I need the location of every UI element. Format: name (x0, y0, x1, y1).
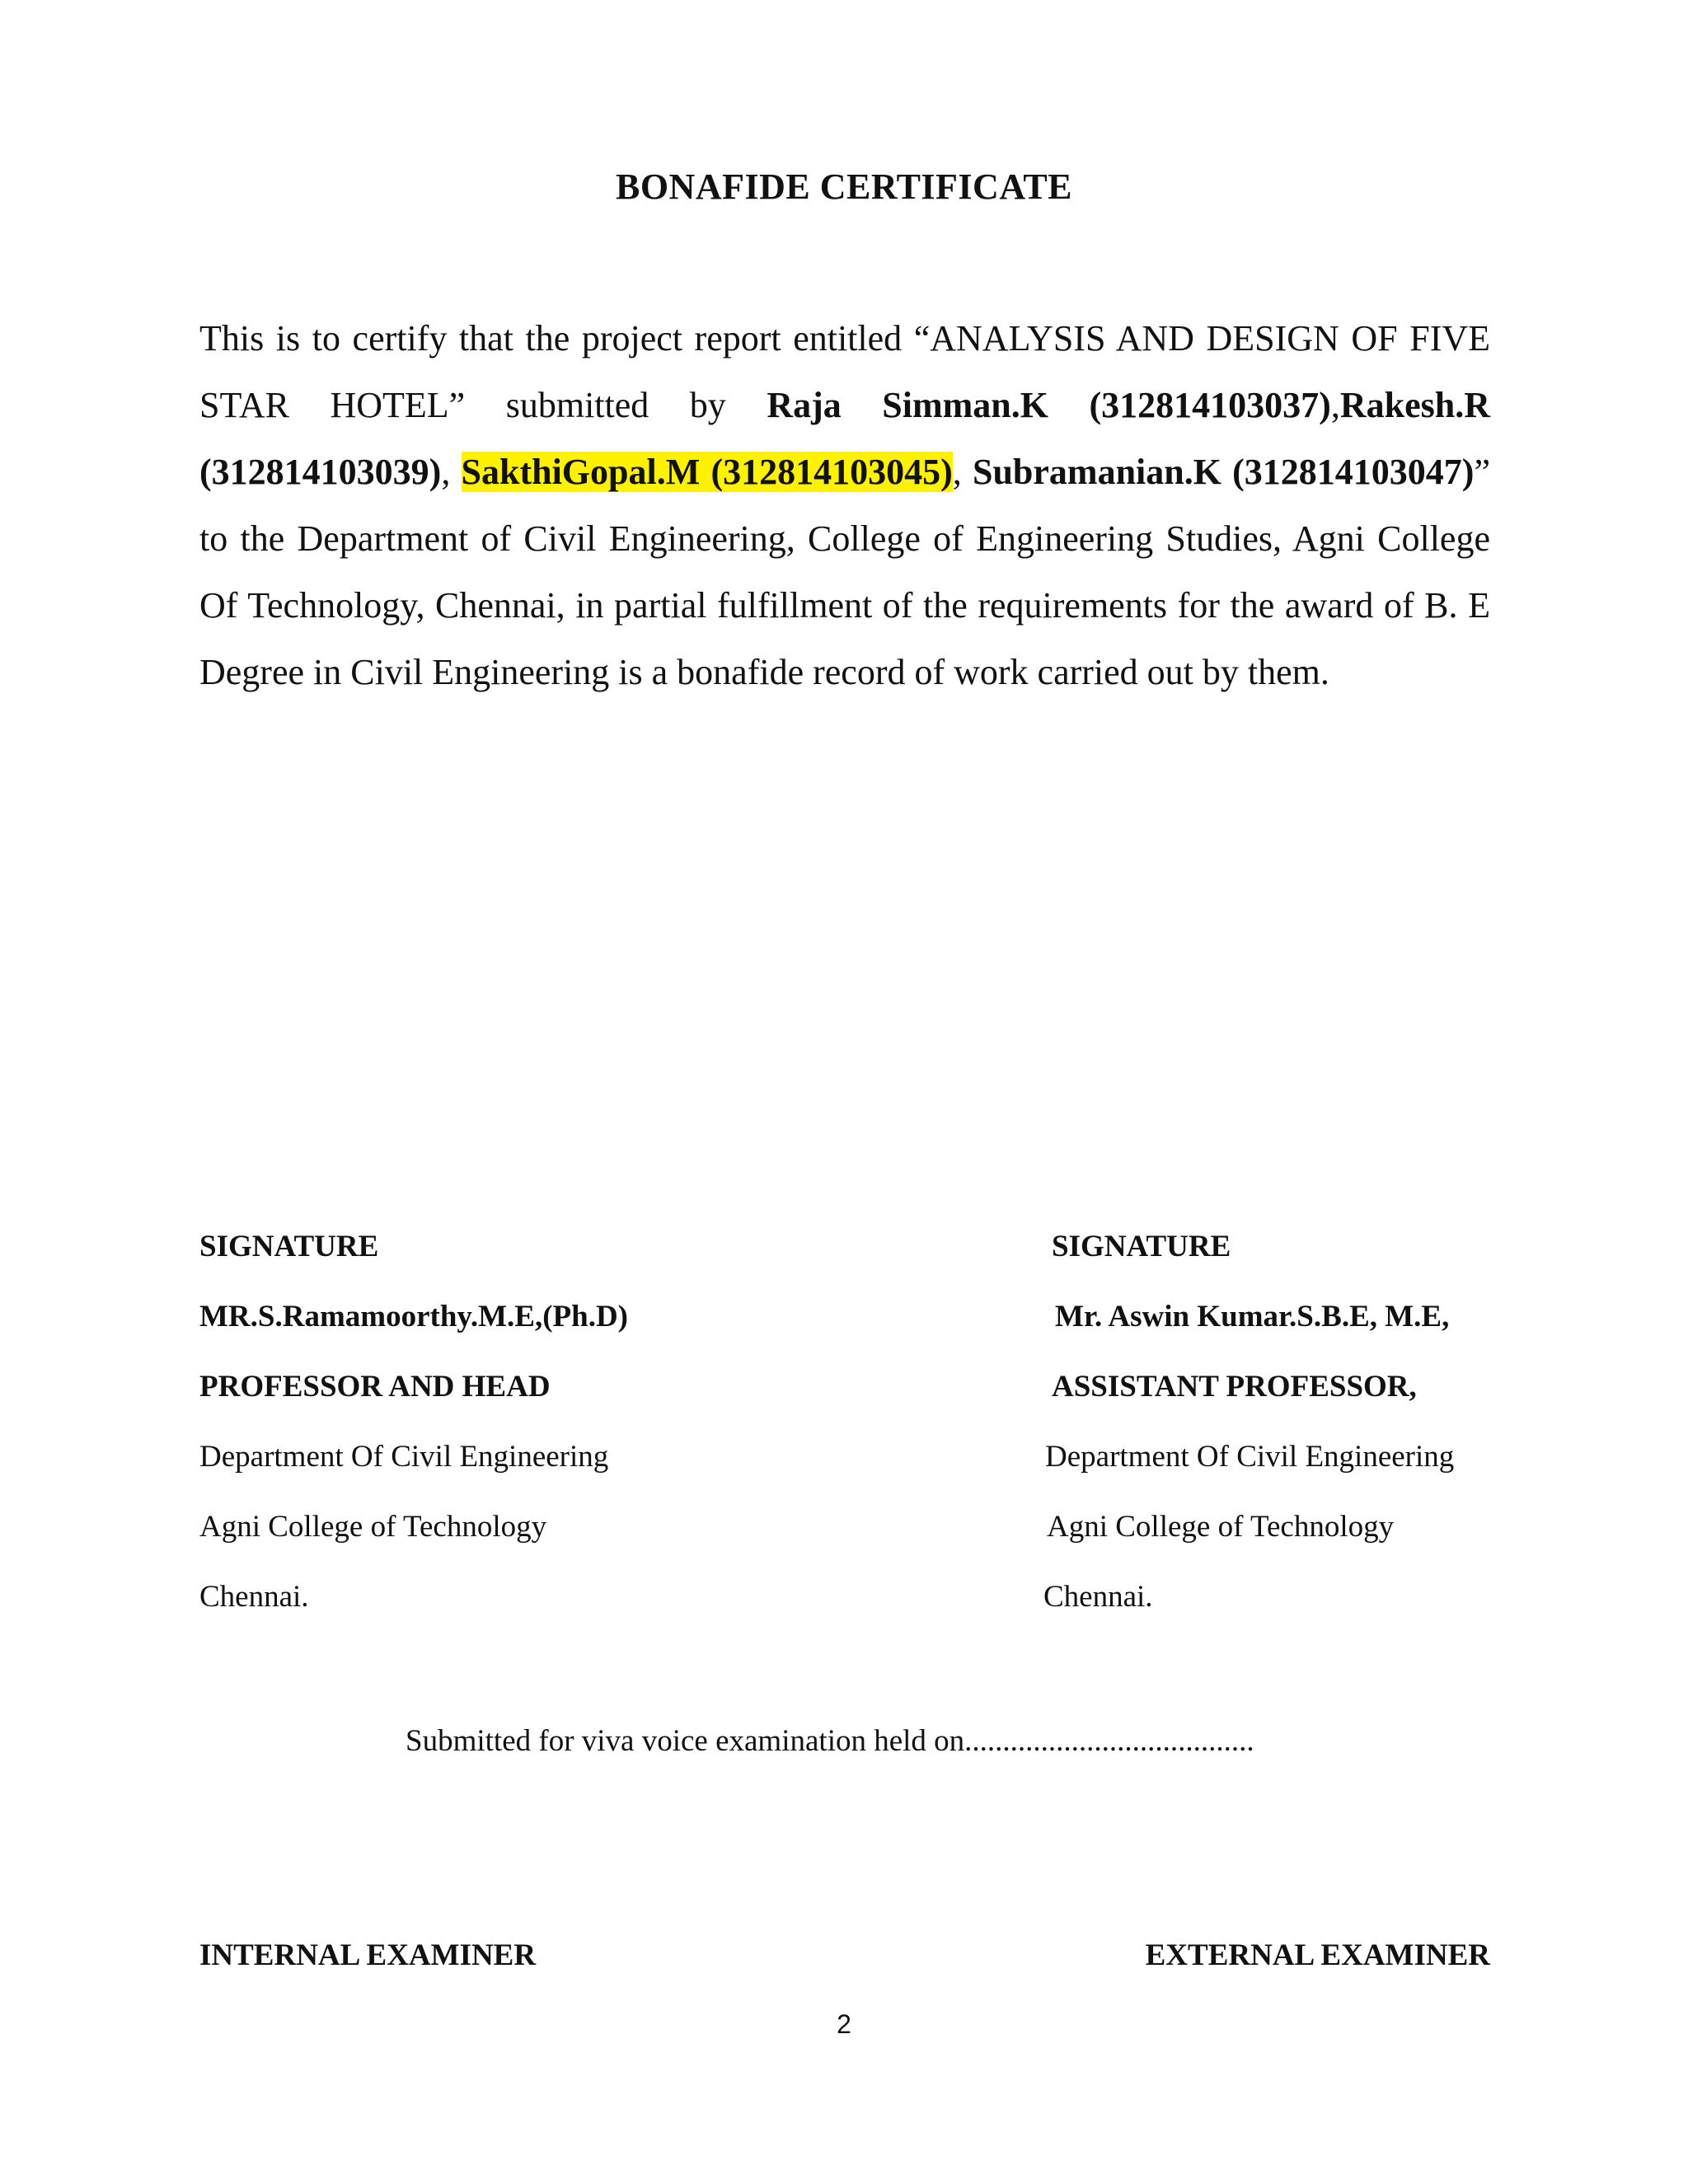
signatory-name: Mr. Aswin Kumar.S.B.E, M.E, (1055, 1300, 1450, 1333)
signatory-name: MR.S.Ramamoorthy.M.E,(Ph.D) (199, 1300, 629, 1333)
viva-examination-line: Submitted for viva voice examination held on...................................... (406, 1724, 1254, 1758)
separator: , (1330, 385, 1340, 425)
signatory-city: Chennai. (1043, 1580, 1153, 1614)
signatory-college: Agni College of Technology (1047, 1510, 1395, 1544)
signature-block-hod (199, 1226, 628, 1647)
student-name-3-highlighted: SakthiGopal.M (312814103045) (461, 452, 953, 492)
signature-label: SIGNATURE (199, 1230, 379, 1263)
separator: , (952, 452, 973, 492)
signatory-role: PROFESSOR AND HEAD (199, 1370, 551, 1404)
page-number: 2 (837, 2009, 851, 2039)
signatory-department: Department Of Civil Engineering (199, 1440, 609, 1474)
student-name-1: Raja Simman.K (312814103037) (767, 385, 1331, 425)
certificate-body (199, 305, 1490, 705)
page-title: BONAFIDE CERTIFICATE (615, 166, 1073, 207)
internal-examiner-label: INTERNAL EXAMINER (199, 1938, 537, 1972)
closing-text: ” to the Department of Civil Engineering, College of Engineering Studies, Agni College Of Technology, Chennai, in partial fulfillment of the requirements for the award of B. E Degree in Civil Engineering is a bonafide record of work carried out by them. (199, 452, 1490, 692)
student-name-2: Rakesh.R (312814103039) (199, 385, 1490, 492)
external-examiner-label: EXTERNAL EXAMINER (1145, 1938, 1490, 1972)
signatory-role: ASSISTANT PROFESSOR, (1052, 1370, 1417, 1404)
signatory-college: Agni College of Technology (199, 1510, 547, 1544)
student-name-4: Subramanian.K (312814103047) (972, 452, 1475, 492)
separator: , (441, 452, 462, 492)
intro-text: This is to certify that the project report entitled “ANALYSIS AND DESIGN OF FIVE STAR HOTEL” submitted by (199, 318, 1490, 425)
signature-label: SIGNATURE (1052, 1230, 1231, 1263)
signatory-city: Chennai. (199, 1580, 309, 1614)
signature-block-supervisor (1045, 1226, 1454, 1647)
signatory-department: Department Of Civil Engineering (1045, 1440, 1455, 1474)
